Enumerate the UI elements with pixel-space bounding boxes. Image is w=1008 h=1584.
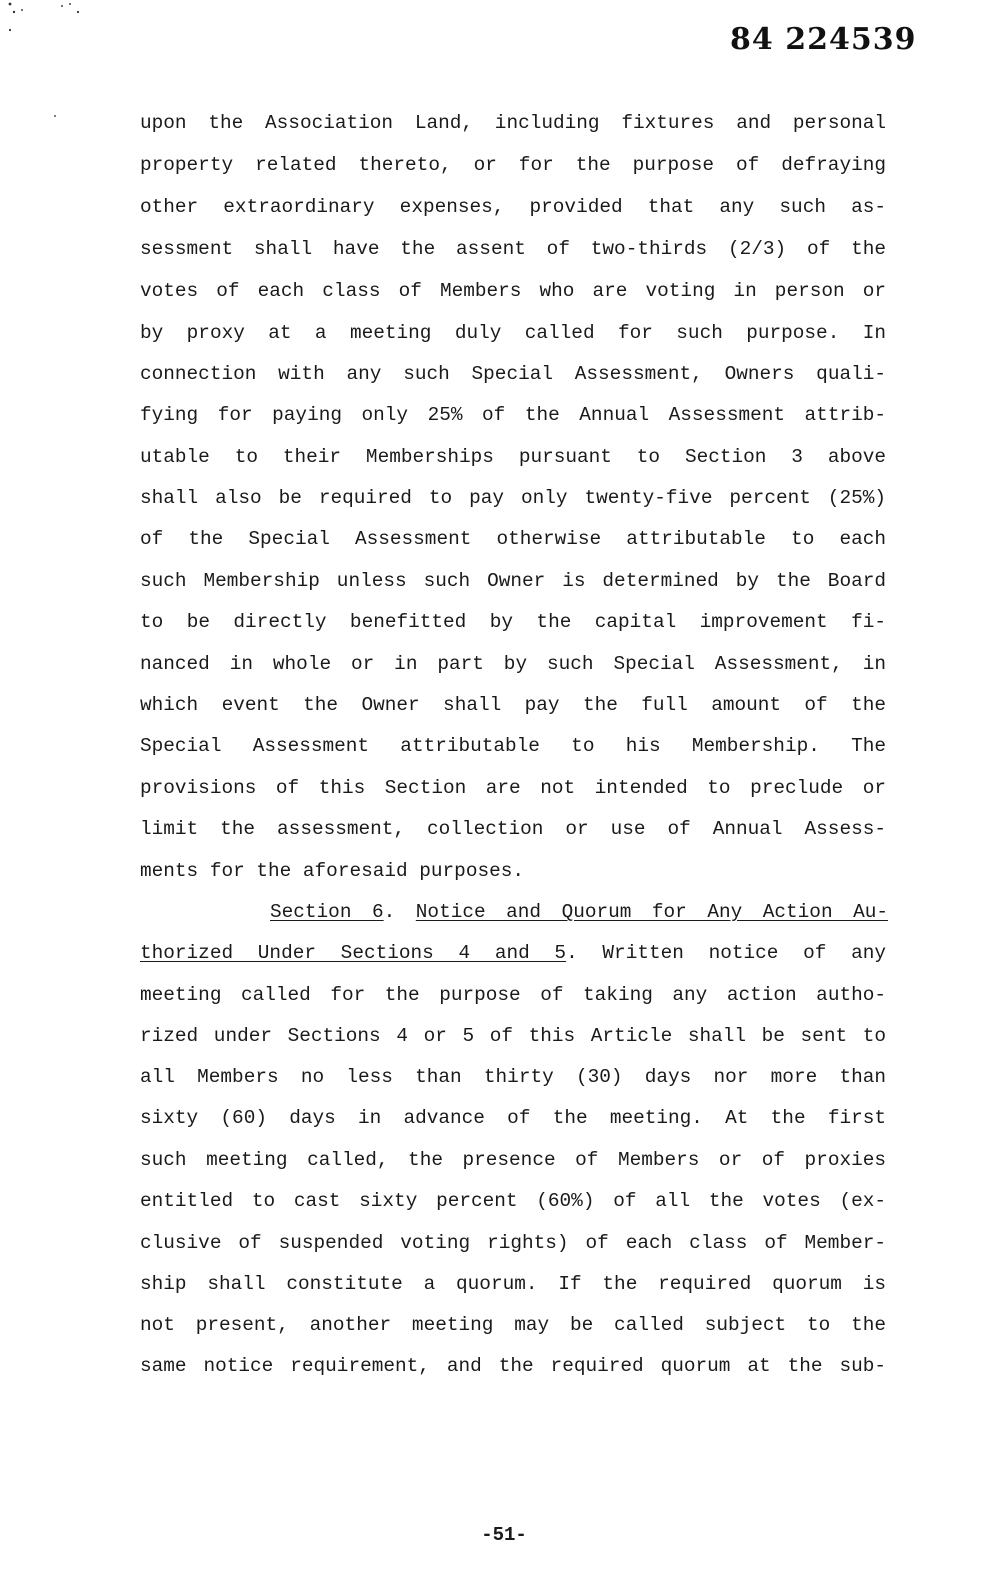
body-line: votes of each class of Members who are voting in person or bbox=[140, 280, 886, 302]
body-line: property related thereto, or for the purpose of defraying bbox=[140, 154, 886, 176]
body-line: same notice requirement, and the required quorum at the sub- bbox=[140, 1355, 886, 1377]
body-line: ship shall constitute a quorum. If the required quorum is bbox=[140, 1273, 886, 1295]
body-line: connection with any such Special Assessment, Owners quali- bbox=[140, 363, 886, 385]
body-line: provisions of this Section are not intended to preclude or bbox=[140, 777, 886, 799]
body-line: rized under Sections 4 or 5 of this Article shall be sent to bbox=[140, 1025, 886, 1047]
body-line: sixty (60) days in advance of the meeting. At the first bbox=[140, 1107, 886, 1129]
body-line: by proxy at a meeting duly called for such purpose. In bbox=[140, 322, 886, 344]
body-line: to be directly benefitted by the capital improvement fi- bbox=[140, 611, 886, 633]
body-line: all Members no less than thirty (30) days nor more than bbox=[140, 1066, 886, 1088]
body-line: utable to their Memberships pursuant to Section 3 above bbox=[140, 446, 886, 468]
body-line: of the Special Assessment otherwise attributable to each bbox=[140, 528, 886, 550]
body-line: not present, another meeting may be called subject to the bbox=[140, 1314, 886, 1336]
body-line: fying for paying only 25% of the Annual Assessment attrib- bbox=[140, 404, 886, 426]
body-line: such Membership unless such Owner is determined by the Board bbox=[140, 570, 886, 592]
scan-specks bbox=[0, 0, 120, 130]
body-line: nanced in whole or in part by such Special Assessment, in bbox=[140, 653, 886, 675]
section-6-label: Section 6 bbox=[270, 901, 384, 923]
section-6-title-part2: thorized Under Sections 4 and 5 bbox=[140, 942, 567, 964]
section-6-title-part1: Notice and Quorum for Any Action Au- bbox=[415, 901, 889, 923]
recording-number: 84 224539 bbox=[730, 22, 917, 57]
body-line: shall also be required to pay only twenty-five percent (25%) bbox=[140, 487, 886, 509]
body-line: clusive of suspended voting rights) of each class of Member- bbox=[140, 1232, 886, 1254]
body-line: ments for the aforesaid purposes. bbox=[140, 860, 524, 882]
page-number: -51- bbox=[481, 1524, 527, 1546]
body-line: sessment shall have the assent of two-thirds (2/3) of the bbox=[140, 238, 886, 260]
body-line: meeting called for the purpose of taking any action autho- bbox=[140, 984, 886, 1006]
body-line: such meeting called, the presence of Members or of proxies bbox=[140, 1149, 886, 1171]
body-line: Special Assessment attributable to his Membership. The bbox=[140, 735, 886, 757]
body-text: Written notice of any bbox=[602, 942, 886, 964]
body-line: which event the Owner shall pay the full amount of the bbox=[140, 694, 886, 716]
body-line: entitled to cast sixty percent (60%) of all the votes (ex- bbox=[140, 1190, 886, 1212]
body-line: limit the assessment, collection or use of Annual Assess- bbox=[140, 818, 886, 840]
body-line: upon the Association Land, including fixtures and personal bbox=[140, 112, 886, 134]
section-6-heading-continued: thorized Under Sections 4 and 5. Written notice of any bbox=[140, 942, 886, 964]
section-6-heading: Section 6. Notice and Quorum for Any Action Au- bbox=[270, 901, 889, 923]
body-line: other extraordinary expenses, provided that any such as- bbox=[140, 196, 886, 218]
